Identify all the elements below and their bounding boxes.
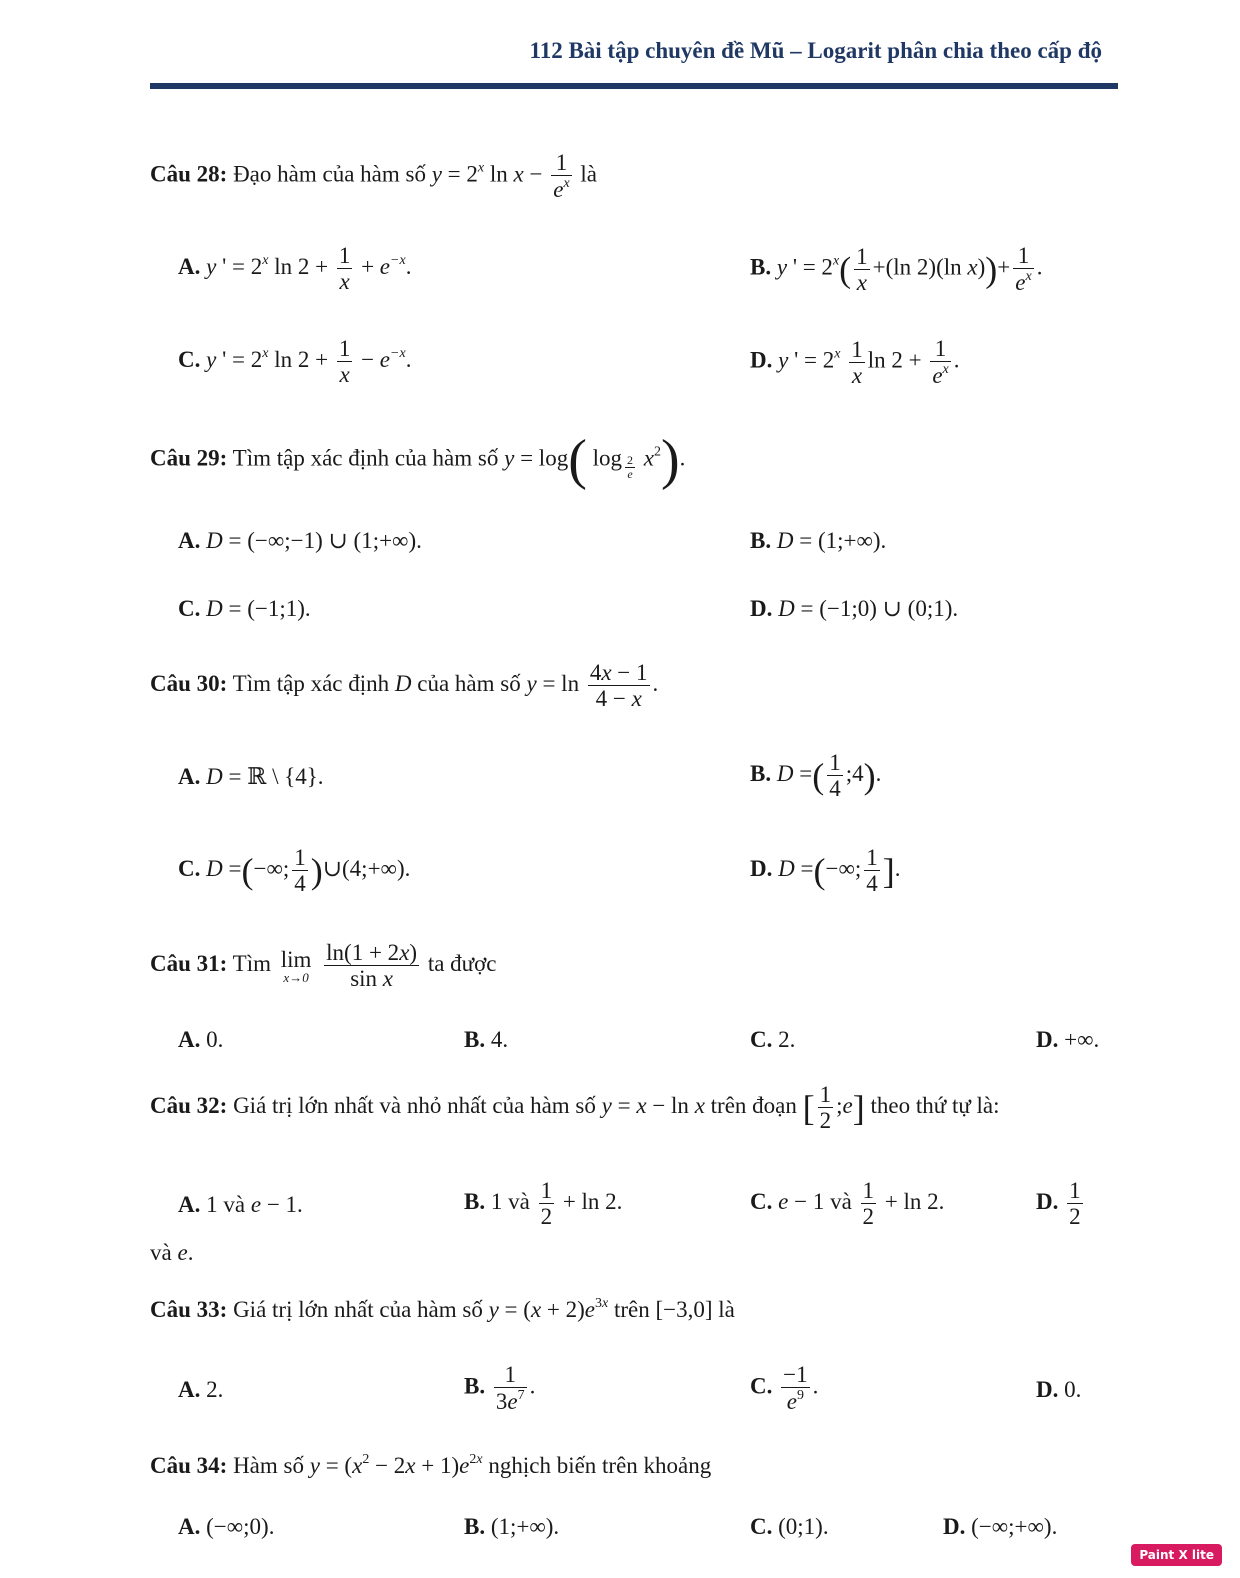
option-29-c[interactable]: C. D = (−1;1).	[178, 596, 311, 621]
option-30-b[interactable]: B. D =( $\frac{1}{4}$ ;4).	[750, 750, 882, 802]
option-29-a[interactable]: A. D = (−∞;−1) ∪ (1;+∞).	[178, 528, 422, 553]
option-31-b[interactable]: B. 4.	[464, 1027, 509, 1052]
question-29: Câu 29: Tìm tập xác định của hàm số y = log( log $_{\frac{2}{e}}$ $x^2$).	[150, 429, 686, 491]
question-label: Câu 32:	[150, 1093, 228, 1119]
option-33-a[interactable]: A. 2.	[178, 1377, 224, 1402]
option-34-a[interactable]: A. (−∞;0).	[178, 1514, 275, 1539]
header-rule	[150, 83, 1118, 89]
option-30-d[interactable]: D. D =(−∞; $\frac{1}{4}$ ].	[750, 845, 901, 897]
option-31-a[interactable]: A. 0.	[178, 1027, 224, 1052]
option-28-b[interactable]: B. y ' = $2^x$( $\frac{1}{x}$ +(ln 2)(ln x))+ $\frac{1}{e^x}$ .	[750, 243, 1043, 296]
page-header-title: 112 Bài tập chuyên đề Mũ – Logarit phân chia theo cấp độ	[529, 38, 1102, 63]
question-label: Câu 31:	[150, 951, 228, 977]
question-28: Câu 28: Đạo hàm của hàm số $y = 2^x$ ln x − $\frac{1}{e^x}$ là	[150, 150, 598, 203]
option-28-d[interactable]: D. y ' = $2^x$ $\frac{1}{x}$ ln 2 + $\frac{1}{e^x}$ .	[750, 336, 960, 389]
question-33: Câu 33: Giá trị lớn nhất của hàm số $y = (x + 2)e^{3x}$ trên [−3,0] là	[150, 1296, 735, 1322]
question-34: Câu 34: Hàm số $y = (x^2 - 2x + 1)e^{2x}$ nghịch biến trên khoảng	[150, 1452, 712, 1478]
option-34-d[interactable]: D. (−∞;+∞).	[943, 1514, 1058, 1539]
option-34-c[interactable]: C. (0;1).	[750, 1514, 829, 1539]
option-29-b[interactable]: B. D = (1;+∞).	[750, 528, 887, 553]
option-34-b[interactable]: B. (1;+∞).	[464, 1514, 560, 1539]
question-32: Câu 32: Giá trị lớn nhất và nhỏ nhất của hàm số y = x − ln x trên đoạn [ $\frac{1}{2}$ ;e] theo thứ tự là:	[150, 1082, 1000, 1134]
question-label: Câu 30:	[150, 671, 228, 697]
question-label: Câu 28:	[150, 161, 228, 187]
option-28-a[interactable]: A. y ' = $2^x$ ln 2 + $\frac{1}{x}$ + $e^{-x}$.	[178, 243, 412, 295]
option-29-d[interactable]: D. D = (−1;0) ∪ (0;1).	[750, 596, 959, 621]
option-32-a[interactable]: A. 1 và e − 1.	[178, 1192, 303, 1217]
option-33-b[interactable]: B. $\frac{1}{3e^7}$ .	[464, 1362, 536, 1415]
option-30-a[interactable]: A. D = ℝ \ {4}.	[178, 764, 324, 789]
option-28-c[interactable]: C. y ' = $2^x$ ln 2 + $\frac{1}{x}$ − $e^{-x}$.	[178, 336, 412, 388]
option-32-d-continued: và e.	[150, 1240, 194, 1265]
option-33-d[interactable]: D. 0.	[1036, 1377, 1082, 1402]
question-30: Câu 30: Tìm tập xác định D của hàm số y = ln $\frac{4x - 1}{4 - x}$ .	[150, 660, 659, 712]
option-31-d[interactable]: D. +∞.	[1036, 1027, 1100, 1052]
option-30-c[interactable]: C. D =(−∞; $\frac{1}{4}$ )∪(4;+∞).	[178, 845, 411, 897]
option-32-b[interactable]: B. 1 và $\frac{1}{2}$ + ln 2.	[464, 1178, 623, 1230]
option-32-c[interactable]: C. e − 1 và $\frac{1}{2}$ + ln 2.	[750, 1178, 945, 1230]
option-33-c[interactable]: C. $\frac{-1}{e^9}$ .	[750, 1362, 819, 1415]
question-label: Câu 33:	[150, 1297, 228, 1322]
question-31: Câu 31: Tìm lim x→0 $\frac{\ln(1 + 2x)}{\text{sin x}}$ ta được	[150, 940, 497, 992]
question-label: Câu 34:	[150, 1453, 228, 1478]
option-31-c[interactable]: C. 2.	[750, 1027, 796, 1052]
option-32-d[interactable]: D. $\frac{1}{2}$	[1036, 1178, 1081, 1230]
question-label: Câu 29:	[150, 445, 228, 471]
watermark-badge: Paint X lite	[1131, 1544, 1222, 1566]
